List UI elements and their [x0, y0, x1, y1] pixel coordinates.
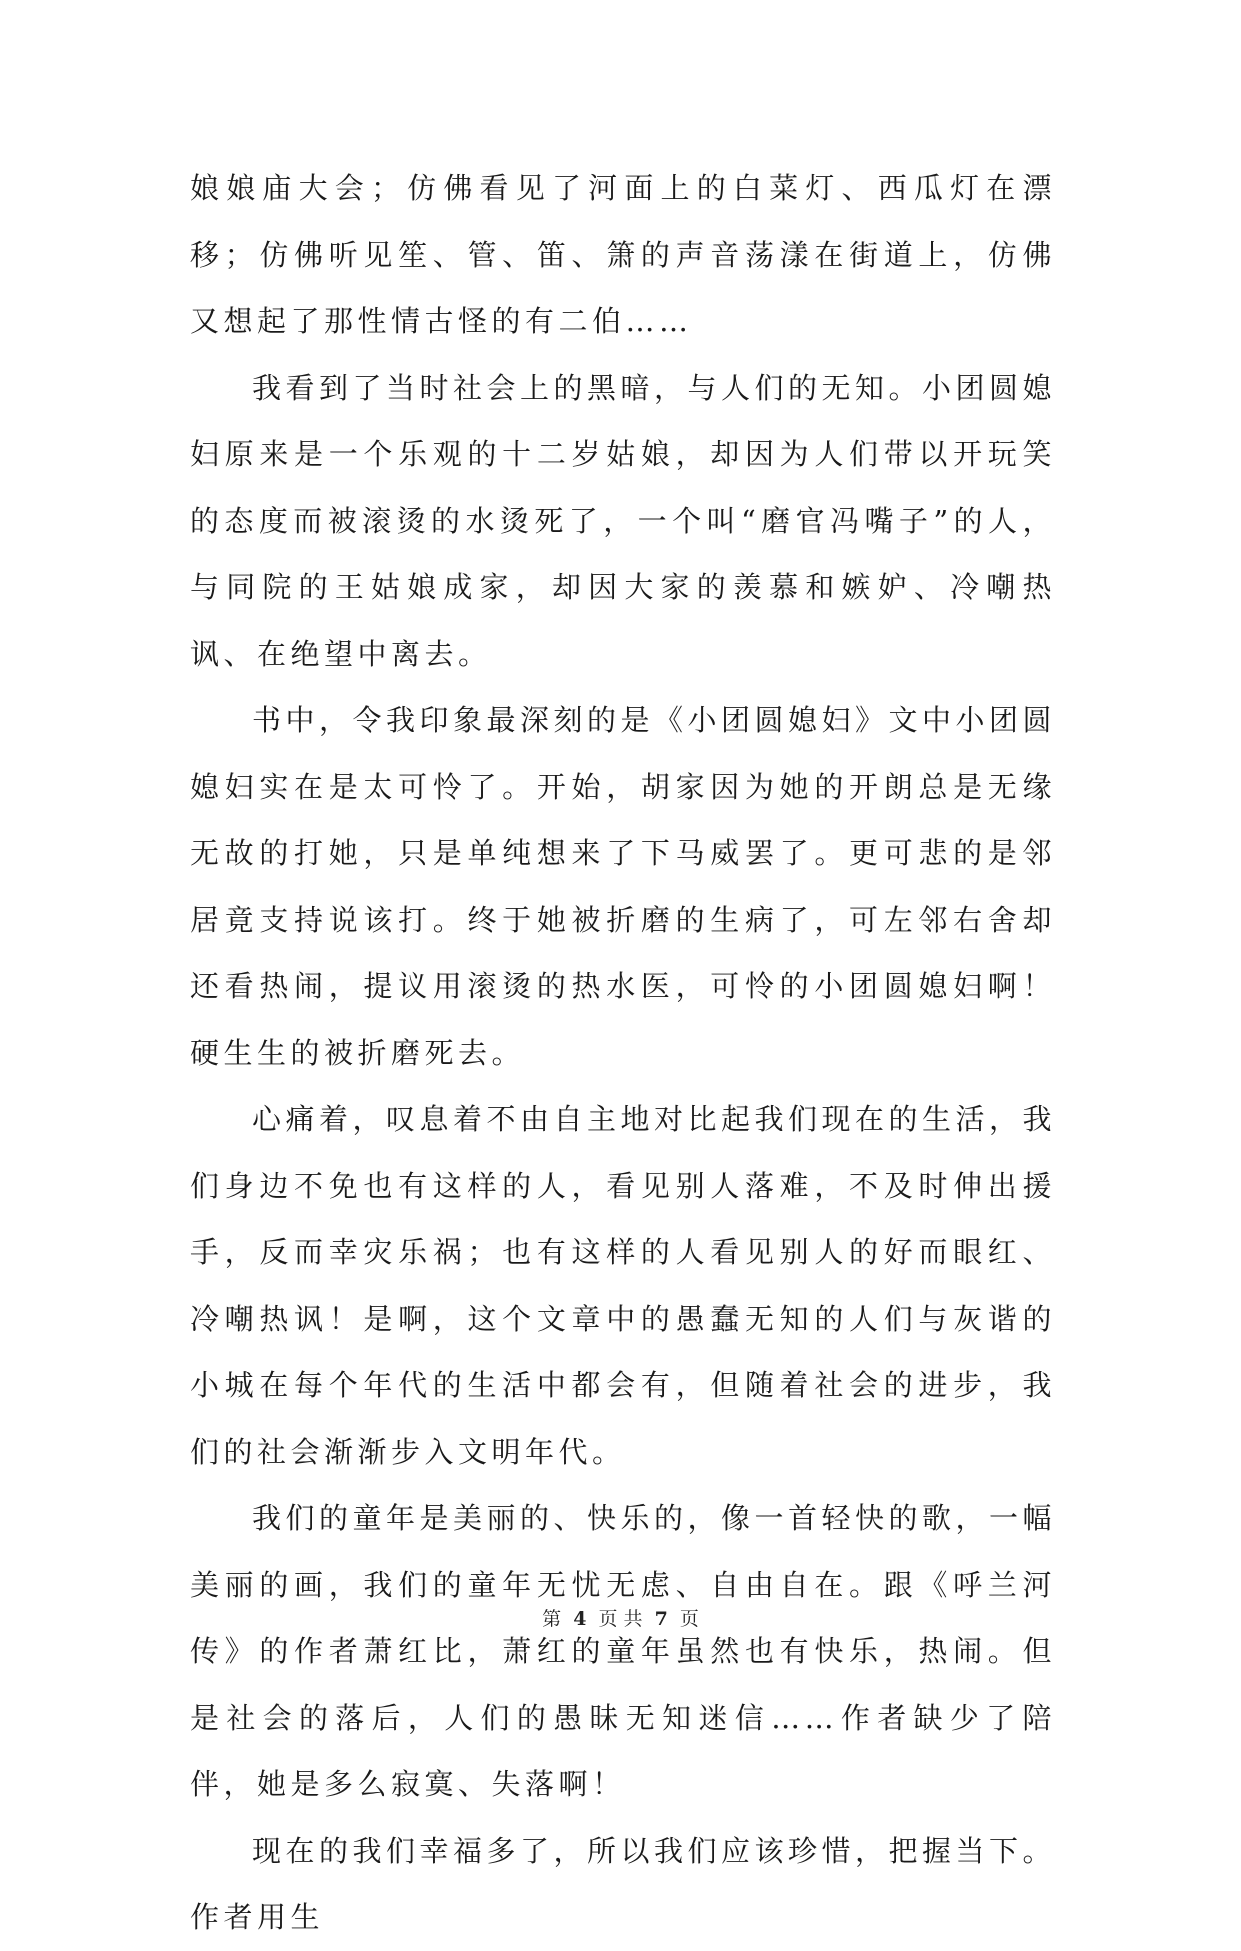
paragraph-3: 书中，令我印象最深刻的是《小团圆媳妇》文中小团圆媳妇实在是太可怜了。开始，胡家因为她的开朗总是无缘无故的打她，只是单纯想来了下马威罢了。更可悲的是邻居竟支持说该打。终于她被折磨的生病了，可左邻右舍却还看热闹，提议用滚烫的热水医，可怜的小团圆媳妇啊！硬生生的被折磨死去。 — [190, 703, 1057, 1070]
total-page-number: 7 — [654, 1608, 668, 1630]
footer-middle: 页 共 — [598, 1608, 643, 1630]
footer-suffix: 页 — [679, 1608, 699, 1630]
page-footer — [0, 1604, 1241, 1631]
paragraph-2: 我看到了当时社会上的黑暗，与人们的无知。小团圆媳妇原来是一个乐观的十二岁姑娘，却因为人们带以开玩笑的态度而被滚烫的水烫死了，一个叫“磨官冯嘴子”的人，与同院的王姑娘成家，却因大家的羡慕和嫉妒、冷嘲热讽、在绝望中离去。 — [190, 370, 1057, 671]
footer-prefix: 第 — [542, 1608, 562, 1630]
body-text — [190, 155, 1056, 1951]
paragraph-6: 现在的我们幸福多了，所以我们应该珍惜，把握当下。作者用生 — [190, 1833, 1057, 1934]
paragraph-1: 娘娘庙大会；仿佛看见了河面上的白菜灯、西瓜灯在漂移；仿佛听见笙、管、笛、箫的声音荡漾在街道上，仿佛又想起了那性情古怪的有二伯…… — [190, 171, 1056, 338]
paragraph-5: 我们的童年是美丽的、快乐的，像一首轻快的歌，一幅美丽的画，我们的童年无忧无虑、自由自在。跟《呼兰河传》的作者萧红比，萧红的童年虽然也有快乐，热闹。但是社会的落后，人们的愚昧无知迷信……作者缺少了陪伴，她是多么寂寞、失落啊！ — [190, 1501, 1057, 1801]
paragraph-4: 心痛着，叹息着不由自主地对比起我们现在的生活，我们身边不免也有这样的人，看见别人落难，不及时伸出援手，反而幸灾乐祸；也有这样的人看见别人的好而眼红、冷嘲热讽！是啊，这个文章中的愚蠢无知的人们与灰谐的小城在每个年代的生活中都会有，但随着社会的进步，我们的社会渐渐步入文明年代。 — [190, 1102, 1057, 1469]
current-page-number: 4 — [573, 1608, 587, 1630]
